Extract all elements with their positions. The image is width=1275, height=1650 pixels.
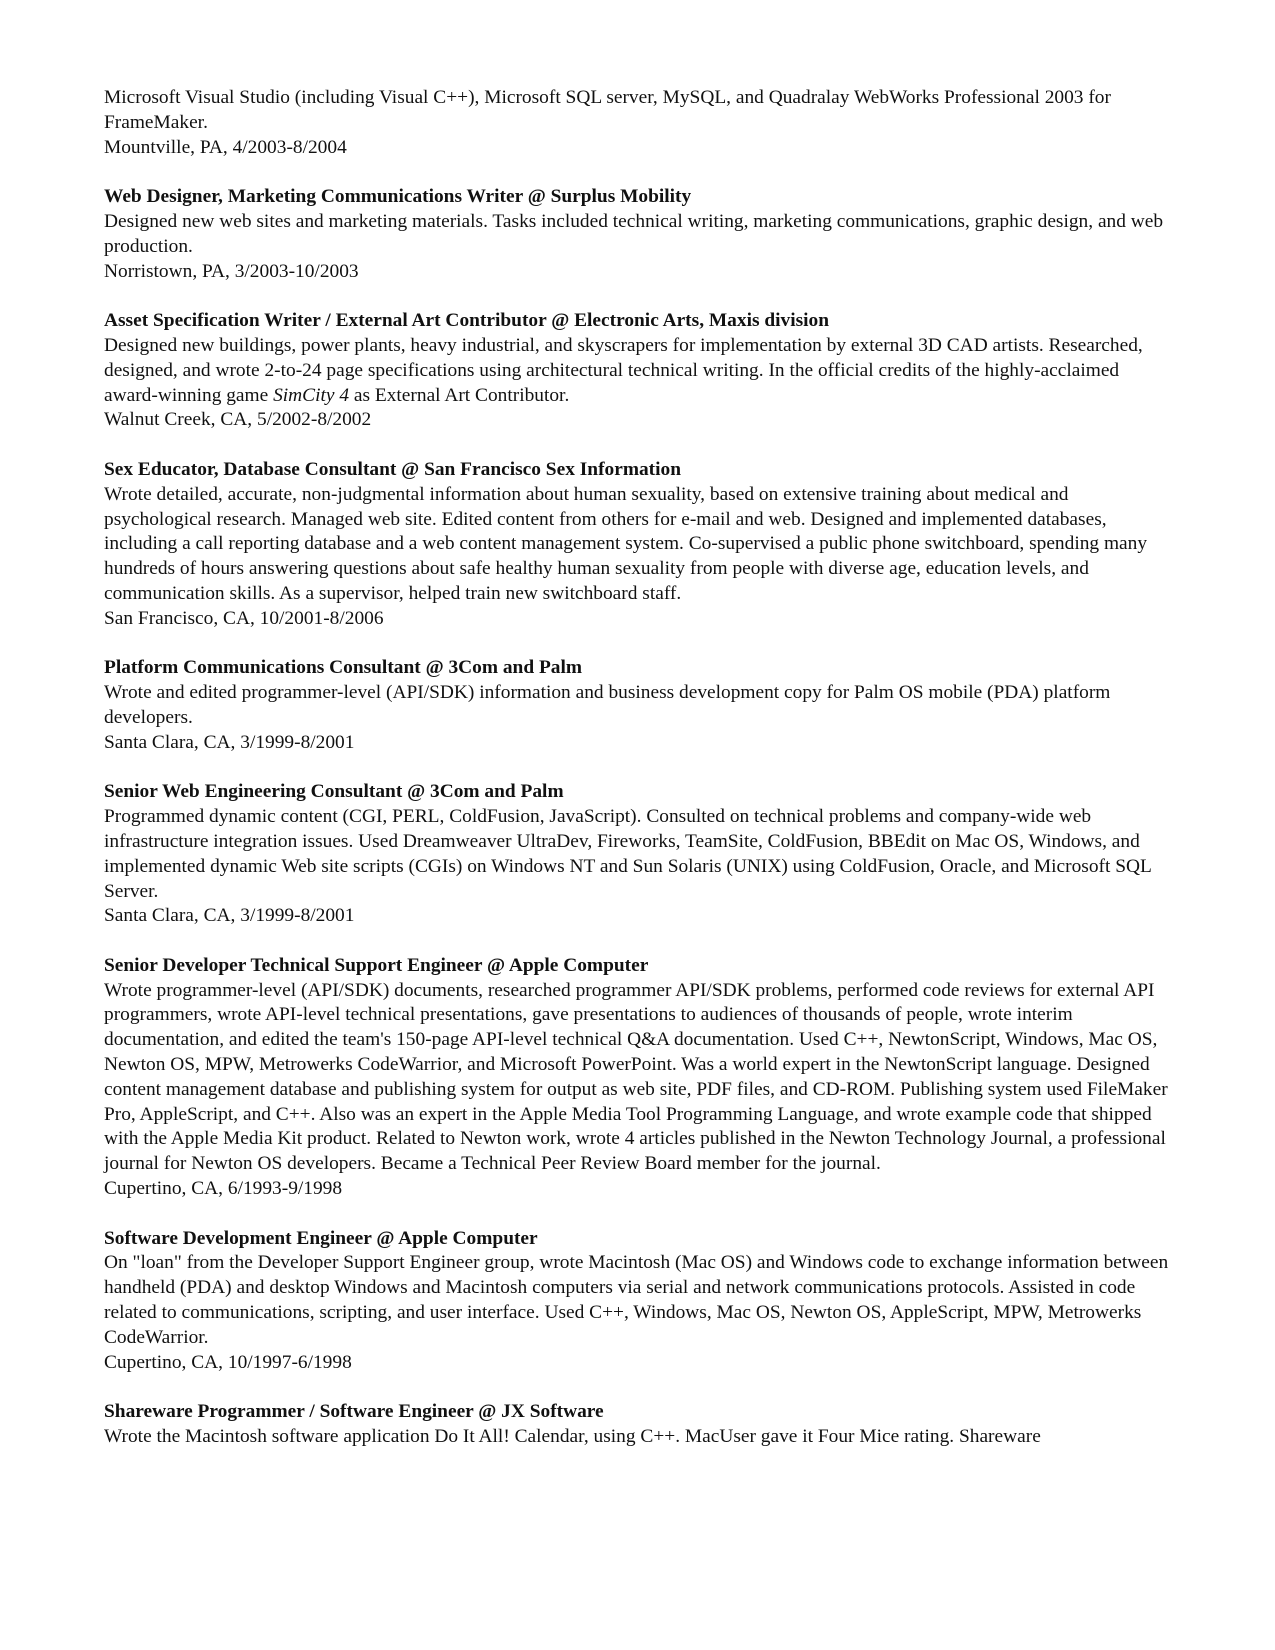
job-entry-electronic-arts xyxy=(104,309,1174,433)
job-entry-surplus-mobility xyxy=(104,185,1174,284)
job-location-dates: Norristown, PA, 3/2003-10/2003 xyxy=(104,260,359,282)
job-description: Designed new web sites and marketing materials. Tasks included technical writing, marketing communications, graphic design, and web production. xyxy=(104,210,1164,257)
job-location-dates: Santa Clara, CA, 3/1999-8/2001 xyxy=(104,731,355,753)
job-location-dates: Cupertino, CA, 10/1997-6/1998 xyxy=(104,1351,352,1373)
job-location-dates: San Francisco, CA, 10/2001-8/2006 xyxy=(104,607,384,629)
job-location-dates: Cupertino, CA, 6/1993-9/1998 xyxy=(104,1178,343,1200)
job-title: Sex Educator, Database Consultant @ San Francisco Sex Information xyxy=(104,458,681,480)
job-description: Wrote and edited programmer-level (API/SDK) information and business development copy for Palm OS mobile (PDA) platform developers. xyxy=(104,682,1111,728)
job-entry-3com-palm-web-engineering xyxy=(104,780,1174,929)
job-title: Web Designer, Marketing Communications Writer @ Surplus Mobility xyxy=(104,186,692,208)
job-location-dates: Santa Clara, CA, 3/1999-8/2001 xyxy=(104,905,355,927)
job-title: Software Development Engineer @ Apple Computer xyxy=(104,1227,538,1249)
job-description: Programmed dynamic content (CGI, PERL, ColdFusion, JavaScript). Consulted on technical problems and company-wide web infrastructure integration issues. Used Dreamweaver UltraDev, Fireworks, TeamSite, ColdFusion, BBEdit on Mac OS, Windows, and implemented dynamic Web site scripts (CGIs) on Windows NT and Sun Solaris (UNIX) using ColdFusion, Oracle, and Microsoft SQL Server. xyxy=(104,806,1152,902)
job-title: Senior Developer Technical Support Engineer @ Apple Computer xyxy=(104,954,649,976)
job-description-text: Designed new buildings, power plants, heavy industrial, and skyscrapers for implementation by external 3D CAD artists. Researched, designed, and wrote 2-to-24 page specifications using architectural technical writing. In the official credits of the highly-acclaimed award-winning game xyxy=(104,334,1143,406)
job-description xyxy=(104,334,1174,408)
job-location-dates: Walnut Creek, CA, 5/2002-8/2002 xyxy=(104,409,372,431)
job-entry-sf-sex-information xyxy=(104,458,1174,632)
game-title: SimCity 4 xyxy=(273,384,350,406)
job-entry-apple-sde xyxy=(104,1227,1174,1376)
job-description: Wrote programmer-level (API/SDK) documents, researched programmer API/SDK problems, performed code reviews for external API programmers, wrote API-level technical presentations, gave presentations to audiences of thousands of people, wrote interim documentation, and edited the team's 150-page API-level technical Q&A documentation. Used C++, NewtonScript, Windows, Mac OS, Newton OS, MPW, Metrowerks CodeWarrior, and Microsoft PowerPoint. Was a world expert in the NewtonScript language. Designed content management database and publishing system for output as web site, PDF files, and CD-ROM. Publishing system used FileMaker Pro, AppleScript, and C++. Also was an expert in the Apple Media Tool Programming Language, and wrote example code that shipped with the Apple Media Kit product. Related to Newton work, wrote 4 articles published in the Newton Technology Journal, a professional journal for Newton OS developers. Became a Technical Peer Review Board member for the journal. xyxy=(104,979,1168,1175)
job-title: Shareware Programmer / Software Engineer @ JX Software xyxy=(104,1401,604,1423)
resume-page xyxy=(104,86,1174,1450)
job-description: Wrote detailed, accurate, non-judgmental information about human sexuality, based on extensive training about medical and psychological research. Managed web site. Edited content from others for e-mail and web. Designed and implemented databases, including a call reporting database and a web content management system. Co-supervised a public phone switchboard, spending many hundreds of hours answering questions about safe healthy human sexuality from people with diverse age, education levels, and communication skills. As a supervisor, helped train new switchboard staff. xyxy=(104,483,1148,604)
job-entry-jx-software xyxy=(104,1400,1174,1450)
job-title: Asset Specification Writer / External Art Contributor @ Electronic Arts, Maxis division xyxy=(104,310,830,332)
job-title: Platform Communications Consultant @ 3Com and Palm xyxy=(104,657,583,679)
job-description: On "loan" from the Developer Support Engineer group, wrote Macintosh (Mac OS) and Windows code to exchange information between handheld (PDA) and desktop Windows and Macintosh computers via serial and network communications protocols. Assisted in code related to communications, scripting, and user interface. Used C++, Windows, Mac OS, Newton OS, AppleScript, MPW, Metrowerks CodeWarrior. xyxy=(104,1252,1169,1348)
job-location-dates: Mountville, PA, 4/2003-8/2004 xyxy=(104,136,347,158)
job-entry-3com-palm-communications xyxy=(104,656,1174,755)
job-title: Senior Web Engineering Consultant @ 3Com and Palm xyxy=(104,781,564,803)
job-description: Wrote the Macintosh software application Do It All! Calendar, using C++. MacUser gave it Four Mice rating. Shareware xyxy=(104,1426,1041,1448)
job-description-text: as External Art Contributor. xyxy=(349,384,570,406)
job-description: Microsoft Visual Studio (including Visual C++), Microsoft SQL server, MySQL, and Quadralay WebWorks Professional 2003 for FrameMaker. xyxy=(104,87,1111,133)
job-entry-quadralay xyxy=(104,86,1174,160)
job-entry-apple-dts xyxy=(104,954,1174,1202)
